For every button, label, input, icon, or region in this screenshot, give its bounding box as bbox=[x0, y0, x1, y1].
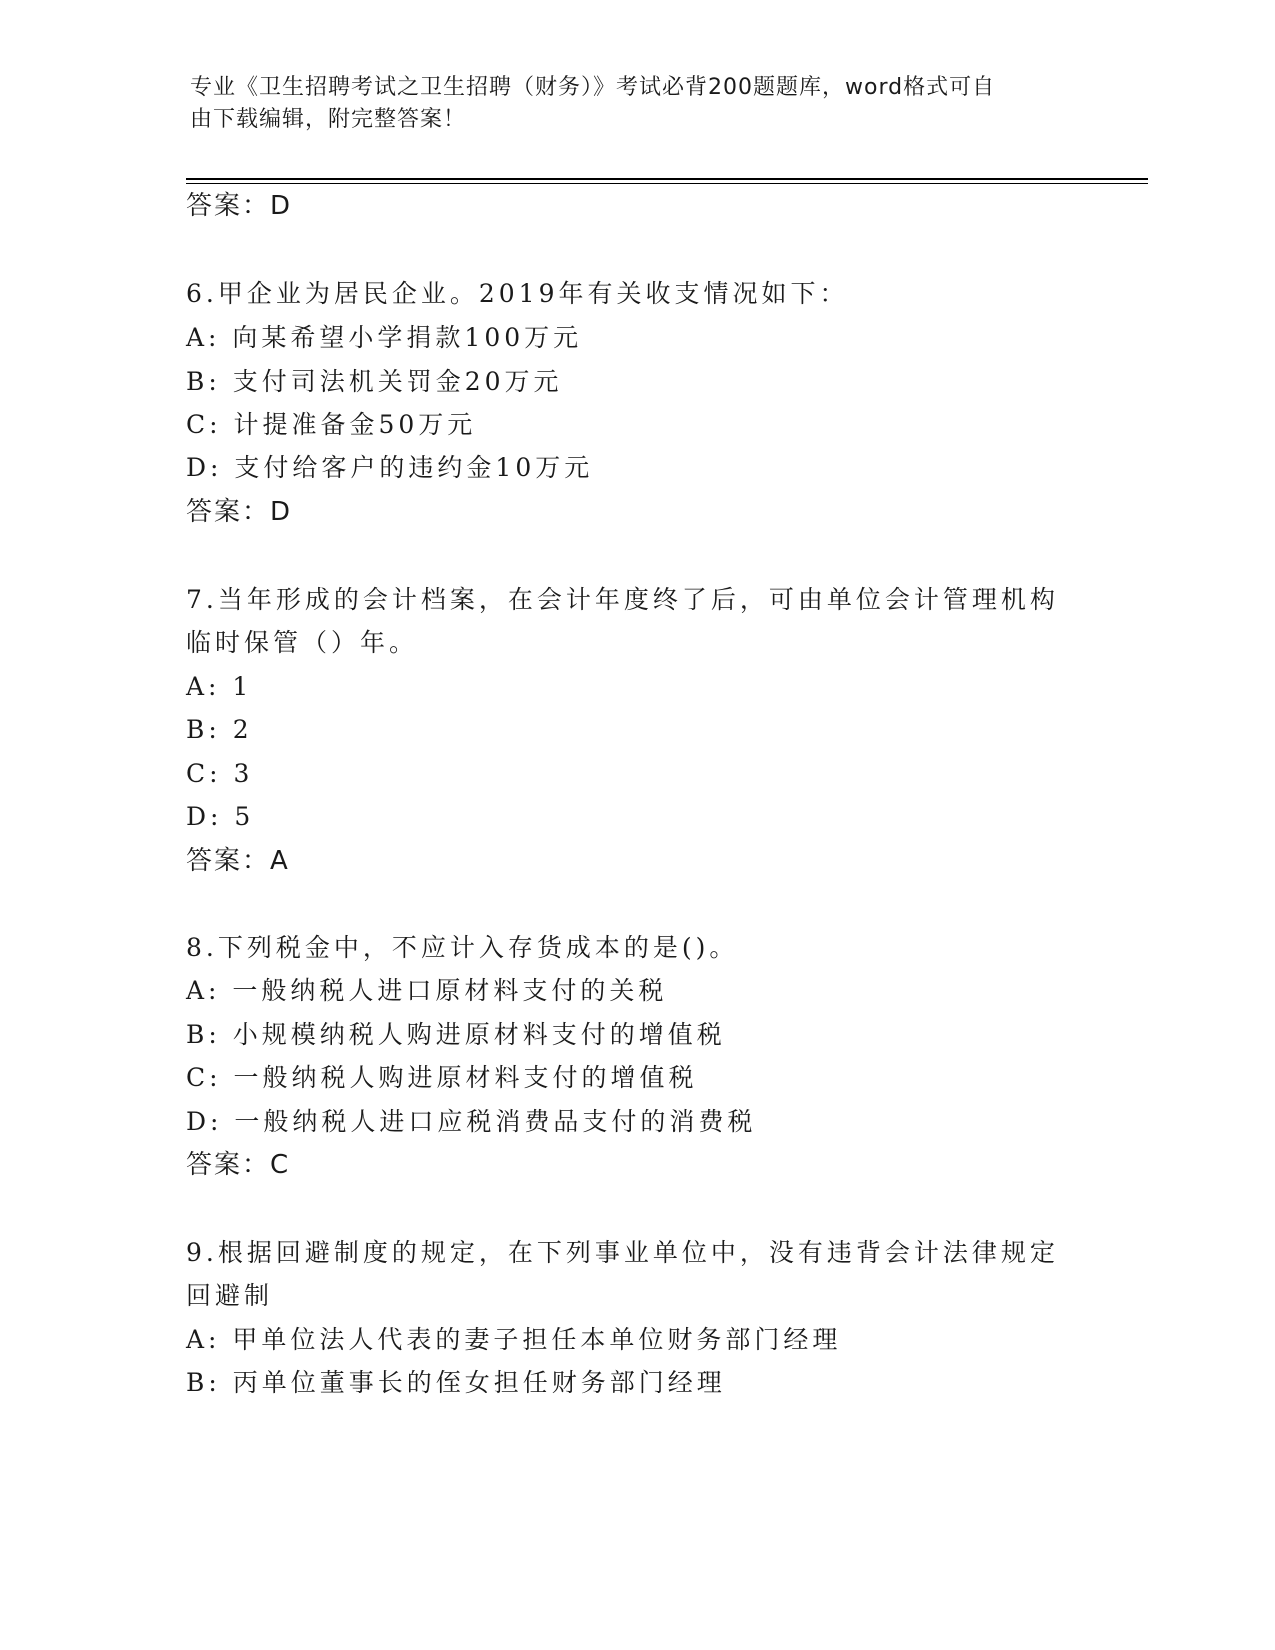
question-8: 8.下列税金中，不应计入存货成本的是()。 bbox=[186, 933, 739, 962]
option-7d: D: 5 bbox=[186, 802, 255, 831]
header-line-1: 专业《卫生招聘考试之卫生招聘（财务）》考试必背200题题库，word格式可自 bbox=[190, 75, 996, 100]
option-6a: A: 向某希望小学捐款100万元 bbox=[186, 323, 583, 352]
header-divider-thin bbox=[186, 183, 1148, 184]
option-6b: B: 支付司法机关罚金20万元 bbox=[186, 367, 563, 396]
question-9-line-1: 9.根据回避制度的规定，在下列事业单位中，没有违背会计法律规定 bbox=[186, 1238, 1059, 1267]
answer-6: 答案：D bbox=[186, 497, 293, 527]
answer-5: 答案：D bbox=[186, 191, 293, 221]
option-7a: A: 1 bbox=[186, 672, 253, 701]
option-6c: C: 计提准备金50万元 bbox=[186, 410, 477, 439]
question-9-line-2: 回避制 bbox=[186, 1281, 274, 1310]
option-8a: A: 一般纳税人进口原材料支付的关税 bbox=[186, 976, 668, 1005]
question-6: 6.甲企业为居民企业。2019年有关收支情况如下： bbox=[186, 279, 849, 308]
option-7b: B: 2 bbox=[186, 715, 253, 744]
option-8c: C: 一般纳税人购进原材料支付的增值税 bbox=[186, 1063, 698, 1092]
header-divider-thick bbox=[186, 178, 1148, 180]
question-7-line-2: 临时保管（）年。 bbox=[186, 628, 419, 657]
option-9a: A: 甲单位法人代表的妻子担任本单位财务部门经理 bbox=[186, 1325, 842, 1354]
document-header bbox=[190, 72, 1070, 136]
answer-7: 答案：A bbox=[186, 846, 290, 876]
option-6d: D: 支付给客户的违约金10万元 bbox=[186, 453, 594, 482]
header-line-2: 由下载编辑，附完整答案！ bbox=[190, 107, 467, 132]
question-7-line-1: 7.当年形成的会计档案，在会计年度终了后，可由单位会计管理机构 bbox=[186, 585, 1059, 614]
answer-8: 答案：C bbox=[186, 1150, 291, 1180]
option-7c: C: 3 bbox=[186, 759, 254, 788]
option-8d: D: 一般纳税人进口应税消费品支付的消费税 bbox=[186, 1107, 757, 1136]
option-9b: B: 丙单位董事长的侄女担任财务部门经理 bbox=[186, 1368, 726, 1397]
option-8b: B: 小规模纳税人购进原材料支付的增值税 bbox=[186, 1020, 726, 1049]
